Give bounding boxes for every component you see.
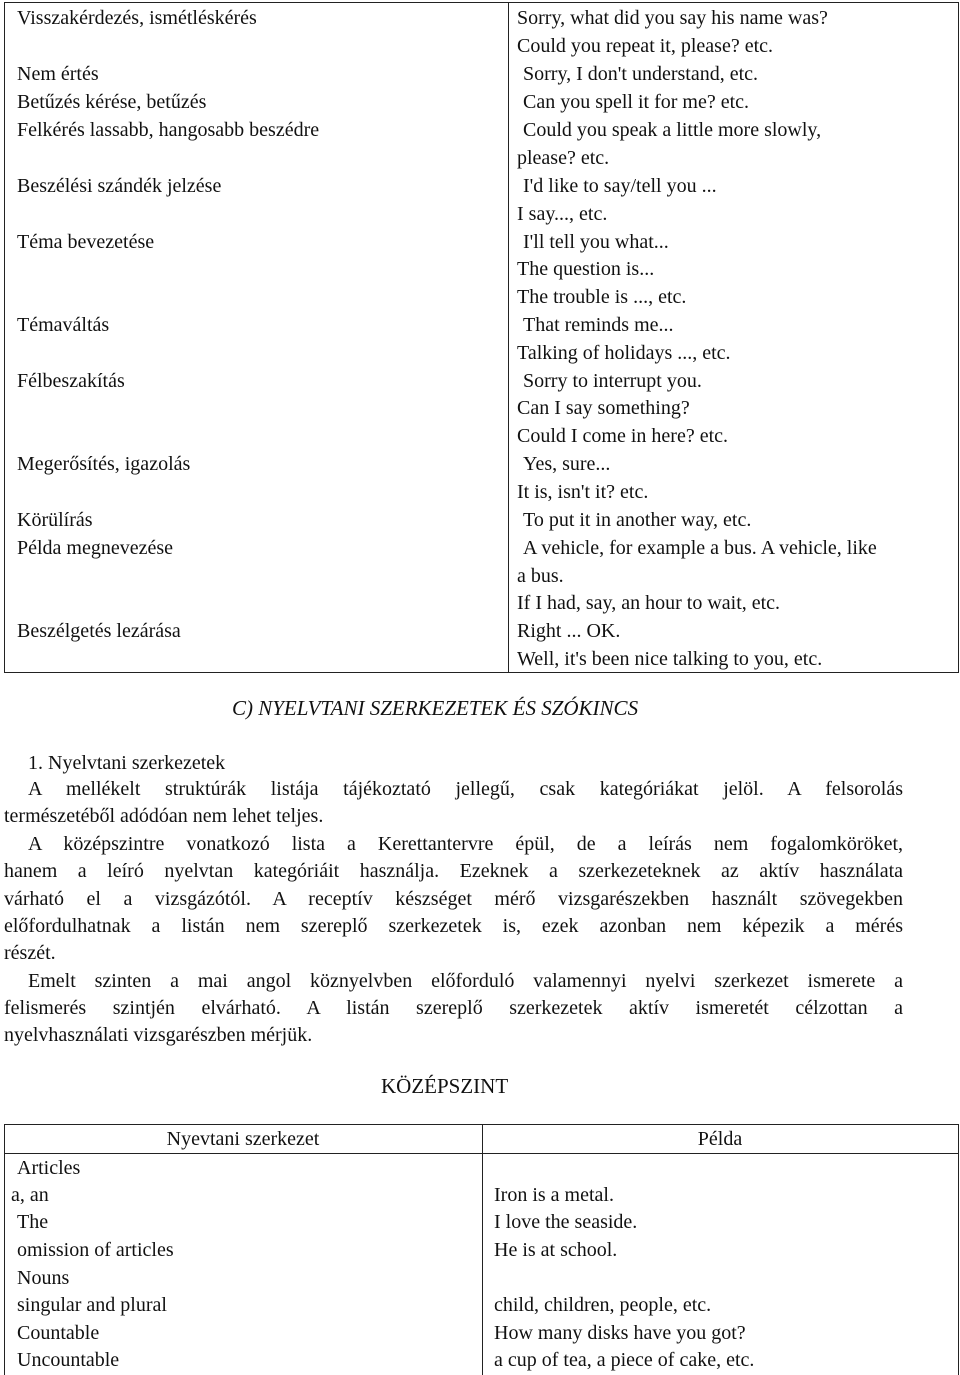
example-phrase: To put it in another way, etc. [523,509,752,531]
example-phrase: The question is... [517,258,655,280]
example-sentence: Iron is a metal. [494,1184,614,1206]
structure-label: omission of articles [17,1239,174,1261]
function-label: Betűzés kérése, betűzés [17,91,207,113]
example-phrase: If I had, say, an hour to wait, etc. [517,592,781,614]
table-border-right [958,2,959,673]
example-phrase: I'll tell you what... [523,231,669,253]
example-phrase: Can I say something? [517,397,690,419]
example-phrase: It is, isn't it? etc. [517,481,649,503]
example-phrase: Could I come in here? etc. [517,425,729,447]
example-phrase: Sorry, I don't understand, etc. [523,63,759,85]
example-phrase: Could you speak a little more slowly, [523,119,822,141]
structure-label: Nouns [17,1267,70,1289]
example-phrase: Sorry, what did you say his name was? [517,7,828,29]
example-phrase: A vehicle, for example a bus. A vehicle, like [523,537,877,559]
table-border-top [4,2,959,3]
function-label: Nem értés [17,63,99,85]
example-phrase: Could you repeat it, please? etc. [517,35,774,57]
table-column-divider [482,1124,483,1375]
paragraph-line: nyelvhasználati vizsgarészben mérjük. [4,1024,313,1046]
example-phrase: That reminds me... [523,314,674,336]
example-phrase: Right ... OK. [517,620,621,642]
example-sentence: I love the seaside. [494,1211,638,1233]
function-label: Példa megnevezése [17,537,174,559]
function-label: Téma bevezetése [17,231,155,253]
example-phrase: Yes, sure... [523,453,611,475]
function-label: Felkérés lassabb, hangosabb beszédre [17,119,320,141]
example-phrase: a bus. [517,565,564,587]
function-label: Beszélési szándék jelzése [17,175,222,197]
example-phrase: I say..., etc. [517,203,608,225]
example-phrase: Can you spell it for me? etc. [523,91,750,113]
paragraph-line: felismerés szintjén elvárható. A listán szereplő szerkezetek aktív ismeretét célzottan a [4,997,903,1019]
example-sentence: a cup of tea, a piece of cake, etc. [494,1349,755,1371]
example-phrase: Sorry to interrupt you. [523,370,702,392]
paragraph-line: előfordulhatnak a listán nem szereplő szerkezetek is, ezek azonban nem képezik a mérés [4,915,903,937]
example-phrase: please? etc. [517,147,610,169]
function-label: Beszélgetés lezárása [17,620,181,642]
paragraph-line: Emelt szinten a mai angol köznyelvben előforduló valamennyi nyelvi szerkezet ismerete a [28,970,903,992]
function-label: Megerősítés, igazolás [17,453,191,475]
paragraph-line: részét. [4,942,56,964]
example-sentence: He is at school. [494,1239,618,1261]
example-sentence: child, children, people, etc. [494,1294,712,1316]
paragraph-line: A középszintre vonatkozó lista a Kerettantervre épül, de a leírás nem fogalomköröket, [28,833,903,855]
column-header-structure: Nyevtani szerkezet [166,1128,320,1150]
table-border-left [4,1124,5,1375]
structure-label: singular and plural [17,1294,167,1316]
example-phrase: I'd like to say/tell you ... [523,175,717,197]
function-label: Körülírás [17,509,93,531]
example-phrase: Talking of holidays ..., etc. [517,342,731,364]
structure-label: Countable [17,1322,100,1344]
example-phrase: Well, it's been nice talking to you, etc. [517,648,823,670]
column-header-example: Példa [697,1128,743,1150]
paragraph-line: várható el a vizsgázótól. A receptív készséget mérő vizsgarészekben használt szövegekben [4,888,903,910]
section-heading: C) NYELVTANI SZERKEZETEK ÉS SZÓKINCS [232,696,639,720]
function-label: Témaváltás [17,314,110,336]
function-label: Visszakérdezés, ismétléskérés [17,7,257,29]
table-column-divider [508,2,509,673]
paragraph-line: hanem a leíró nyelvtan kategóriáit használja. Ezeknek a szerkezeteknek az aktív használata [4,860,903,882]
example-phrase: The trouble is ..., etc. [517,286,687,308]
table-border-right [958,1124,959,1375]
structure-label: The [17,1211,49,1233]
paragraph-line: természetéből adódóan nem lehet teljes. [4,805,324,827]
paragraph-line: A mellékelt struktúrák listája tájékoztató jellegű, csak kategóriákat jelöl. A felsorolás [28,778,903,800]
level-heading: KÖZÉPSZINT [381,1074,509,1098]
structure-label: Articles [17,1157,81,1179]
subsection-title: 1. Nyelvtani szerkezetek [28,752,226,774]
function-label: Félbeszakítás [17,370,125,392]
structure-label: Uncountable [17,1349,120,1371]
table-border-left [4,2,5,673]
example-sentence: How many disks have you got? [494,1322,746,1344]
structure-label: a, an [11,1184,49,1206]
